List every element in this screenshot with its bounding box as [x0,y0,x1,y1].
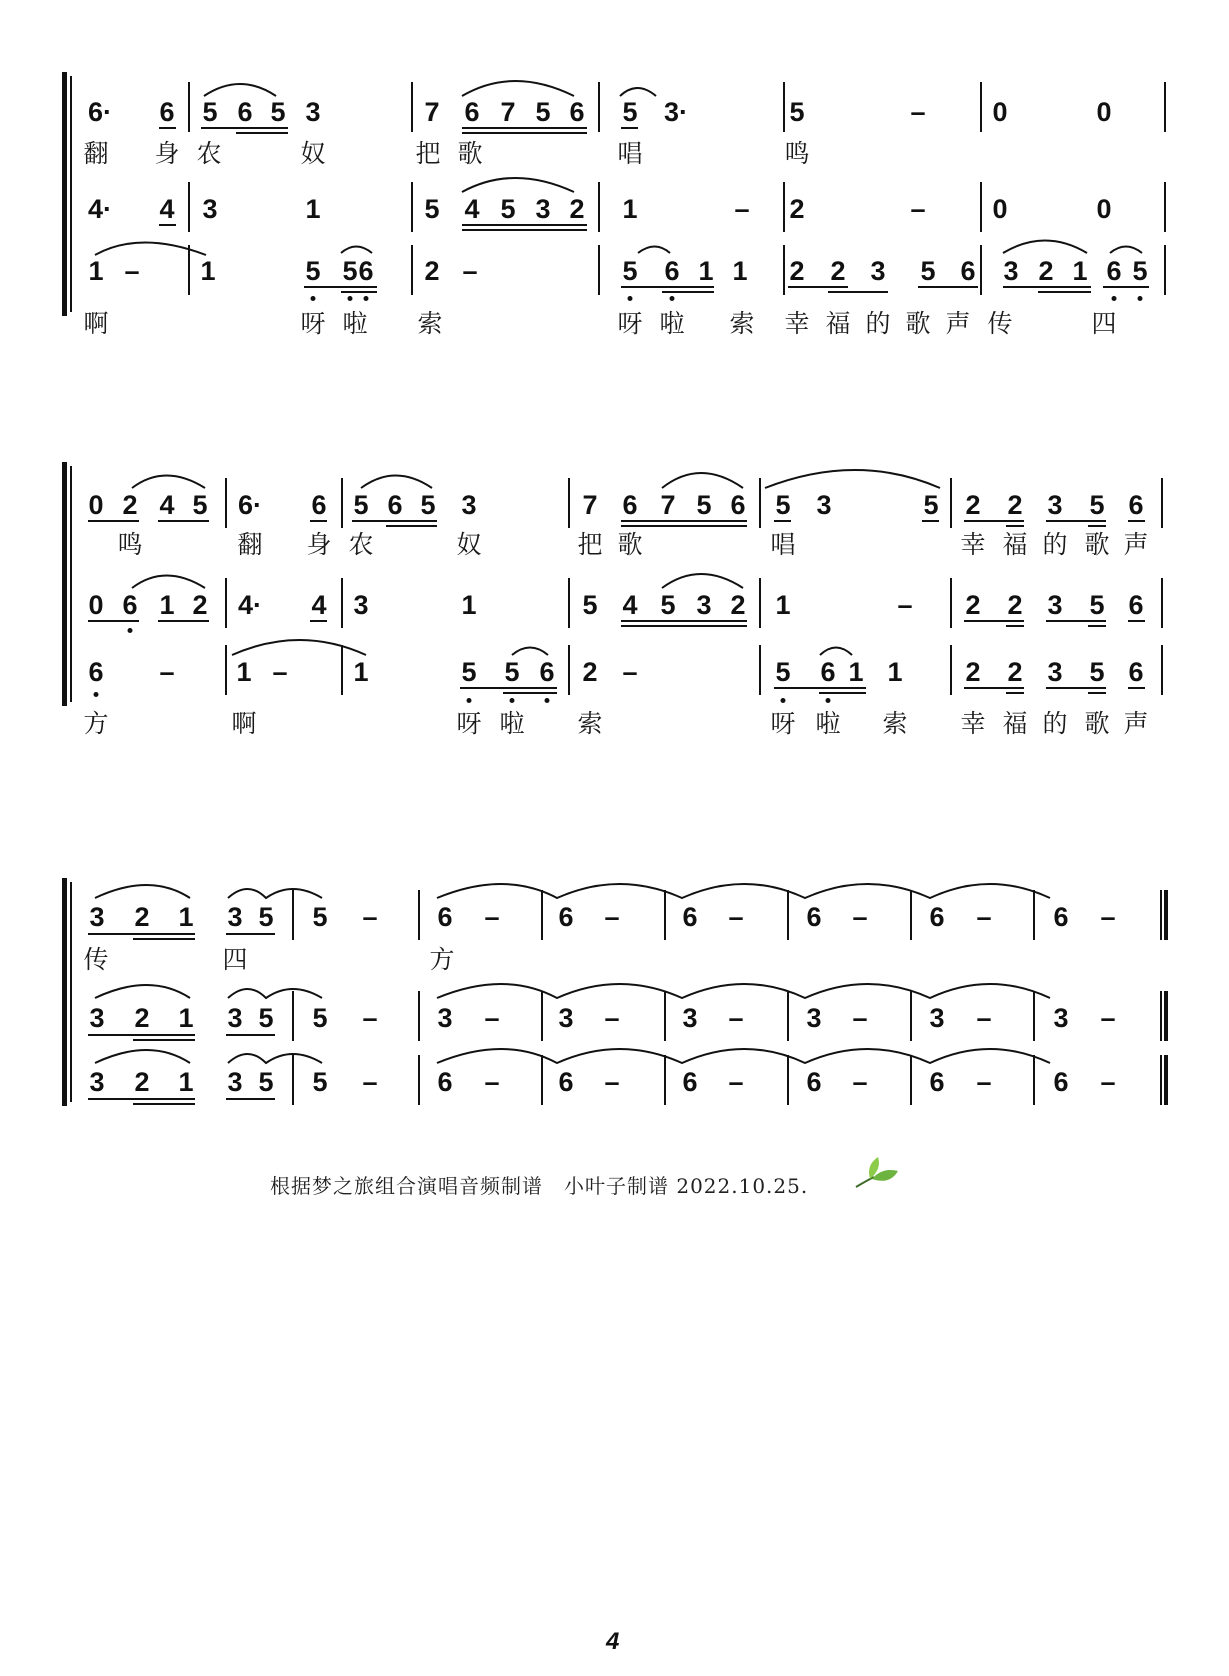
barline [1033,1055,1035,1105]
note: 6 [1106,256,1122,286]
note: 4· [87,194,113,224]
note: 3 [227,902,243,932]
note: 6 [88,657,104,687]
note: 1 [461,590,477,620]
lyric-syllable: 呀 [617,309,643,338]
note: 1 [88,256,104,286]
barline [418,991,420,1041]
note: 5 [660,590,676,620]
note: 1 [353,657,369,687]
note: 5 [192,490,208,520]
barline [292,991,294,1041]
note: – [484,1003,500,1033]
note: – [362,1067,378,1097]
final-barline [1160,890,1168,940]
note: 2 [569,194,585,224]
note: 3 [202,194,218,224]
lyric-syllable: 歌 [617,530,643,559]
note: 6 [311,490,327,520]
note: 4 [311,590,327,620]
note: 3 [682,1003,698,1033]
barline [787,991,789,1041]
lyric-syllable: 身 [154,139,180,168]
lyric-syllable: 啊 [231,709,257,738]
note: 6 [1053,902,1069,932]
lyric-syllable: 唱 [770,530,796,559]
note: 3 [1047,657,1063,687]
lyric-syllable: 福 [825,309,851,338]
note: 5 [696,490,712,520]
note: 2 [1007,657,1023,687]
note: – [852,1003,868,1033]
note: 2 [424,256,440,286]
barline [292,1055,294,1105]
note: 0 [1096,97,1112,127]
barline [664,1055,666,1105]
lyric-syllable: 奴 [300,139,326,168]
lyric-syllable: 声 [1123,530,1149,559]
note: 1 [732,256,748,286]
note: – [159,657,175,687]
note: – [976,1003,992,1033]
note: – [734,194,750,224]
note: 6 [820,657,836,687]
lyric-syllable: 奴 [456,530,482,559]
note: 5 [312,1067,328,1097]
note: 5 [312,1003,328,1033]
note: 2 [122,490,138,520]
note: 5 [582,590,598,620]
note: – [622,657,638,687]
note: 4 [159,490,175,520]
lyric-syllable: 歌 [905,309,931,338]
lyric-syllable: 幸 [960,530,986,559]
note: 6 [464,97,480,127]
note: – [362,902,378,932]
note: 6· [87,97,113,127]
note: 1 [305,194,321,224]
lyric-syllable: 啦 [499,709,525,738]
note: 3 [89,1003,105,1033]
note: 5 [202,97,218,127]
lyric-syllable: 唱 [617,139,643,168]
note: 3 [870,256,886,286]
note: 5 [258,902,274,932]
note: 2 [830,256,846,286]
note: 5 [622,97,638,127]
note: 0 [1096,194,1112,224]
note: 3 [227,1067,243,1097]
lyric-syllable: 啦 [815,709,841,738]
lyric-syllable: 鸣 [784,139,810,168]
note: 6 [806,1067,822,1097]
note: – [728,1067,744,1097]
note: 2 [730,590,746,620]
lyric-syllable: 翻 [83,139,109,168]
note: 1 [178,1003,194,1033]
barline [910,1055,912,1105]
lyric-syllable: 索 [577,709,603,738]
leaf-icon [852,1155,900,1191]
note: 6 [1053,1067,1069,1097]
note: 6 [1128,490,1144,520]
note: 6 [387,490,403,520]
note: – [976,1067,992,1097]
page-number: 4 [606,1628,620,1655]
lyric-syllable: 四 [222,945,248,974]
note: 2 [1038,256,1054,286]
note: 5 [312,902,328,932]
note: 5 [424,194,440,224]
note: 2 [789,256,805,286]
note: – [604,1003,620,1033]
note: 2 [192,590,208,620]
lyric-syllable: 农 [348,530,374,559]
note: 5 [622,256,638,286]
lyric-syllable: 把 [577,530,603,559]
lyric-syllable: 翻 [237,530,263,559]
note: 6 [569,97,585,127]
note: 2 [134,1067,150,1097]
note: 5 [1089,490,1105,520]
note: 6 [682,902,698,932]
note: – [484,1067,500,1097]
note: 6 [929,1067,945,1097]
note: 3 [1047,490,1063,520]
lyric-syllable: 的 [1042,530,1068,559]
note: 2 [965,590,981,620]
barline [664,991,666,1041]
note: – [1100,902,1116,932]
note: – [272,657,288,687]
note: – [1100,1003,1116,1033]
note: – [1100,1067,1116,1097]
note: – [976,902,992,932]
lyric-syllable: 农 [196,139,222,168]
note: 7 [500,97,516,127]
note: 5 [789,97,805,127]
note: 4 [159,194,175,224]
note: 3 [535,194,551,224]
barline [787,1055,789,1105]
note: 1 [622,194,638,224]
system-bracket [62,872,72,1112]
note: 5 [504,657,520,687]
note: – [728,1003,744,1033]
note: 1 [159,590,175,620]
note: 3 [558,1003,574,1033]
lyric-syllable: 呀 [456,709,482,738]
barline [541,890,543,940]
note: 6 [664,256,680,286]
note: 1 [1072,256,1088,286]
lyric-syllable: 方 [429,945,455,974]
note: 5 [1089,590,1105,620]
note: 7 [582,490,598,520]
lyric-syllable: 传 [987,309,1013,338]
note: 6 [358,256,374,286]
lyric-syllable: 啊 [83,309,109,338]
note: 0 [88,490,104,520]
note: – [124,256,140,286]
note: 0 [992,97,1008,127]
lyric-syllable: 歌 [457,139,483,168]
barline [541,1055,543,1105]
lyric-syllable: 把 [415,139,441,168]
lyric-syllable: 的 [865,309,891,338]
lyric-syllable: 呀 [300,309,326,338]
note: 3 [353,590,369,620]
note: – [362,1003,378,1033]
note: 3 [89,902,105,932]
note: 3 [461,490,477,520]
barline [664,890,666,940]
note: – [604,902,620,932]
note: 1 [848,657,864,687]
note: 3 [806,1003,822,1033]
lyric-syllable: 歌 [1084,709,1110,738]
lyric-syllable: 索 [417,309,443,338]
final-barline [1160,991,1168,1041]
note: 5 [500,194,516,224]
note: 5 [305,256,321,286]
barline [1033,991,1035,1041]
note: 4 [464,194,480,224]
note: 6· [237,490,263,520]
lyric-syllable: 幸 [960,709,986,738]
lyric-syllable: 四 [1091,309,1117,338]
lyric-syllable: 传 [83,945,109,974]
note: 6 [539,657,555,687]
note: 3 [929,1003,945,1033]
note: 6 [929,902,945,932]
note: 6 [806,902,822,932]
note: 2 [134,1003,150,1033]
note: 5 [420,490,436,520]
lyric-syllable: 歌 [1084,530,1110,559]
lyric-syllable: 身 [306,530,332,559]
note: 5 [353,490,369,520]
lyric-syllable: 方 [83,709,109,738]
note: 5 [775,490,791,520]
lyric-syllable: 声 [1123,709,1149,738]
note: 0 [992,194,1008,224]
note: 5 [1089,657,1105,687]
note: 6 [730,490,746,520]
note: – [852,902,868,932]
note: 7 [424,97,440,127]
barline [418,1055,420,1105]
barline [787,890,789,940]
note: 2 [582,657,598,687]
note: 6 [237,97,253,127]
lyric-syllable: 啦 [659,309,685,338]
note: 5 [920,256,936,286]
barline [910,991,912,1041]
note: – [910,194,926,224]
note: 3 [1003,256,1019,286]
note: 5 [461,657,477,687]
lyric-syllable: 福 [1002,530,1028,559]
note: 6 [960,256,976,286]
note: – [462,256,478,286]
note: 6 [159,97,175,127]
note: 3 [816,490,832,520]
barline [418,890,420,940]
note: – [852,1067,868,1097]
lyric-syllable: 呀 [770,709,796,738]
note: 2 [965,657,981,687]
barline [541,991,543,1041]
note: 3 [227,1003,243,1033]
barline [1033,890,1035,940]
score-credit [270,1170,808,1199]
note: 2 [134,902,150,932]
note: 3 [305,97,321,127]
credit-arranger: 小叶子制谱 2022.10.25. [564,1174,809,1198]
note: – [484,902,500,932]
note: 1 [178,1067,194,1097]
note: 1 [178,902,194,932]
note: 3 [89,1067,105,1097]
note: 6 [437,1067,453,1097]
note: 3 [696,590,712,620]
note: 5 [1132,256,1148,286]
note: 1 [200,256,216,286]
note: – [910,97,926,127]
lyric-syllable: 的 [1042,709,1068,738]
note: – [604,1067,620,1097]
note: 5 [535,97,551,127]
note: 4· [237,590,263,620]
lyric-syllable: 福 [1002,709,1028,738]
note: 0 [88,590,104,620]
note: 3 [1047,590,1063,620]
note: 2 [965,490,981,520]
note: 5 [342,256,358,286]
note: 6 [1128,590,1144,620]
note: 1 [698,256,714,286]
note: 5 [775,657,791,687]
note: 5 [923,490,939,520]
note: 6 [437,902,453,932]
lyric-syllable: 索 [729,309,755,338]
note: 7 [660,490,676,520]
note: 6 [622,490,638,520]
note: 6 [558,902,574,932]
note: 3· [663,97,689,127]
note: 1 [887,657,903,687]
note: 6 [558,1067,574,1097]
note: 2 [1007,590,1023,620]
barline [292,890,294,940]
lyric-syllable: 鸣 [117,530,143,559]
note: – [897,590,913,620]
note: 5 [270,97,286,127]
note: 1 [236,657,252,687]
lyric-syllable: 索 [882,709,908,738]
note: 2 [789,194,805,224]
lyric-syllable: 声 [945,309,971,338]
credit-source: 根据梦之旅组合演唱音频制谱 [270,1174,543,1198]
note: 1 [775,590,791,620]
note: – [728,902,744,932]
note: 6 [122,590,138,620]
note: 6 [1128,657,1144,687]
note: 3 [437,1003,453,1033]
barline [910,890,912,940]
note: 4 [622,590,638,620]
note: 2 [1007,490,1023,520]
final-barline [1160,1055,1168,1105]
note: 3 [1053,1003,1069,1033]
lyric-syllable: 啦 [342,309,368,338]
lyric-syllable: 幸 [784,309,810,338]
note: 6 [682,1067,698,1097]
note: 5 [258,1067,274,1097]
note: 5 [258,1003,274,1033]
